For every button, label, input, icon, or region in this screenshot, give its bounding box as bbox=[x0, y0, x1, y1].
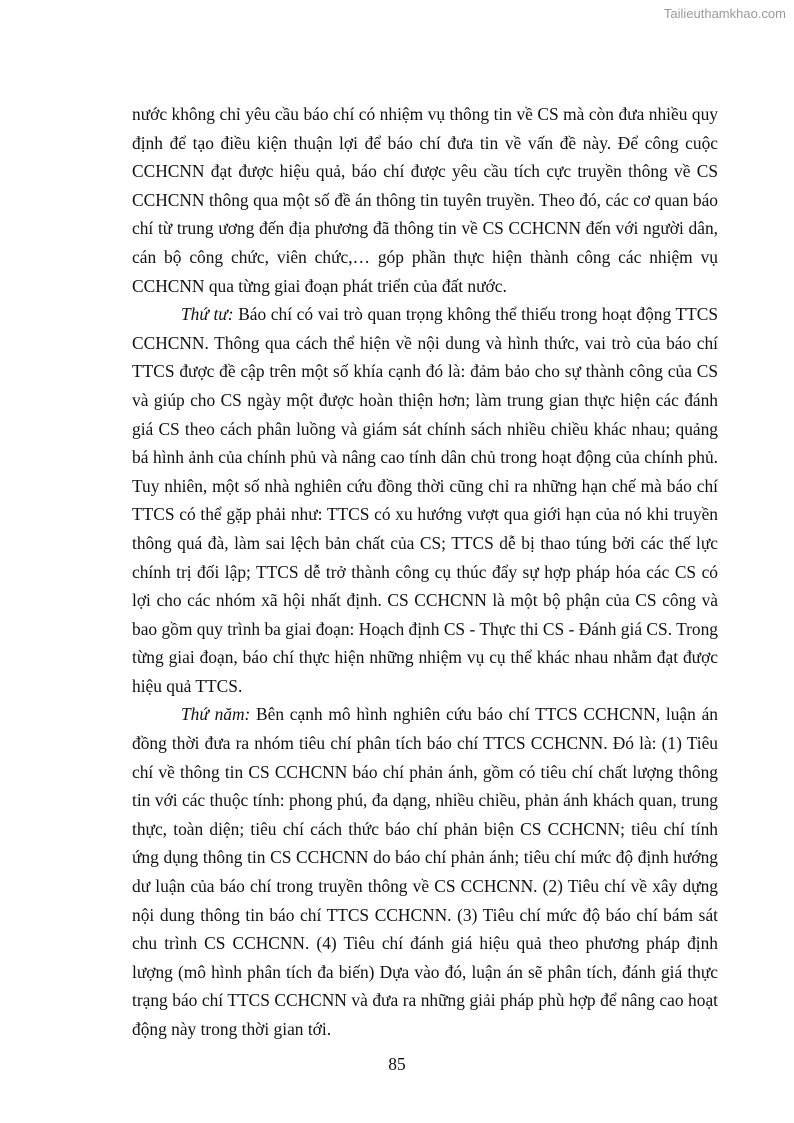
paragraph-2-lead: Thứ tư: bbox=[181, 304, 234, 325]
paragraph-1 bbox=[132, 100, 718, 300]
page-number: 85 bbox=[388, 1054, 406, 1074]
paragraph-2-text: Báo chí có vai trò quan trọng không thể thiếu trong hoạt động TTCS CCHCNN. Thông qua cách thể hiện về nội dung và hình thức, vai trò của báo chí TTCS được đề cập trên một số khía cạnh đó là: đảm bảo cho sự thành công của CS và giúp cho CS ngày một được hoàn thiện hơn; làm trung gian thực hiện các đánh giá CS theo cách phân luồng và giám sát chính sách nhiều chiều khác nhau; quảng bá hình ảnh của chính phủ và nâng cao tính dân chủ trong hoạt động của chính phủ. Tuy nhiên, một số nhà nghiên cứu đồng thời cũng chỉ ra những hạn chế mà báo chí TTCS có thể gặp phải như: TTCS có xu hướng vượt qua giới hạn của nó khi truyền thông quá đà, làm sai lệch bản chất của CS; TTCS dễ bị thao túng bởi các thế lực chính trị đối lập; TTCS dễ trở thành công cụ thúc đẩy sự hợp pháp hóa các CS có lợi cho các nhóm xã hội nhất định. CS CCHCNN là một bộ phận của CS công và bao gồm quy trình ba giai đoạn: Hoạch định CS - Thực thi CS - Đánh giá CS. Trong từng giai đoạn, báo chí thực hiện những nhiệm vụ cụ thể khác nhau nhằm đạt được hiệu quả TTCS. bbox=[132, 304, 719, 696]
watermark: Tailieuthamkhao.com bbox=[663, 6, 786, 21]
paragraph-3 bbox=[132, 700, 718, 1043]
document-body bbox=[132, 100, 718, 1044]
paragraph-3-text: Bên cạnh mô hình nghiên cứu báo chí TTCS CCHCNN, luận án đồng thời đưa ra nhóm tiêu chí phân tích báo chí TTCS CCHCNN. Đó là: (1) Tiêu chí về thông tin CS CCHCNN báo chí phản ánh, gồm có tiêu chí chất lượng thông tin với các thuộc tính: phong phú, đa dạng, nhiều chiều, phản ánh khách quan, trung thực, toàn diện; tiêu chí cách thức báo chí phản biện CS CCHCNN; tiêu chí tính ứng dụng thông tin CS CCHCNN do báo chí phản ánh; tiêu chí mức độ định hướng dư luận của báo chí trong truyền thông về CS CCHCNN. (2) Tiêu chí về xây dựng nội dung thông tin báo chí TTCS CCHCNN. (3) Tiêu chí mức độ báo chí bám sát chu trình CS CCHCNN. (4) Tiêu chí đánh giá hiệu quả theo phương pháp định lượng (mô hình phân tích đa biến) Dựa vào đó, luận án sẽ phân tích, đánh giá thực trạng báo chí TTCS CCHCNN và đưa ra những giải pháp phù hợp để nâng cao hoạt động này trong thời gian tới. bbox=[132, 704, 718, 1039]
paragraph-1-text: nước không chỉ yêu cầu báo chí có nhiệm vụ thông tin về CS mà còn đưa nhiều quy định để tạo điều kiện thuận lợi để báo chí đưa tin về vấn đề này. Để công cuộc CCHCNN đạt được hiệu quả, báo chí được yêu cầu tích cực truyền thông về CS CCHCNN thông qua một số đề án thông tin tuyên truyền. Theo đó, các cơ quan báo chí từ trung ương đến địa phương đã thông tin về CS CCHCNN đến với người dân, cán bộ công chức, viên chức,… góp phần thực hiện thành công các nhiệm vụ CCHCNN qua từng giai đoạn phát triển của đất nước. bbox=[132, 104, 718, 296]
paragraph-3-lead: Thứ năm: bbox=[181, 704, 251, 725]
paragraph-2 bbox=[132, 300, 718, 700]
